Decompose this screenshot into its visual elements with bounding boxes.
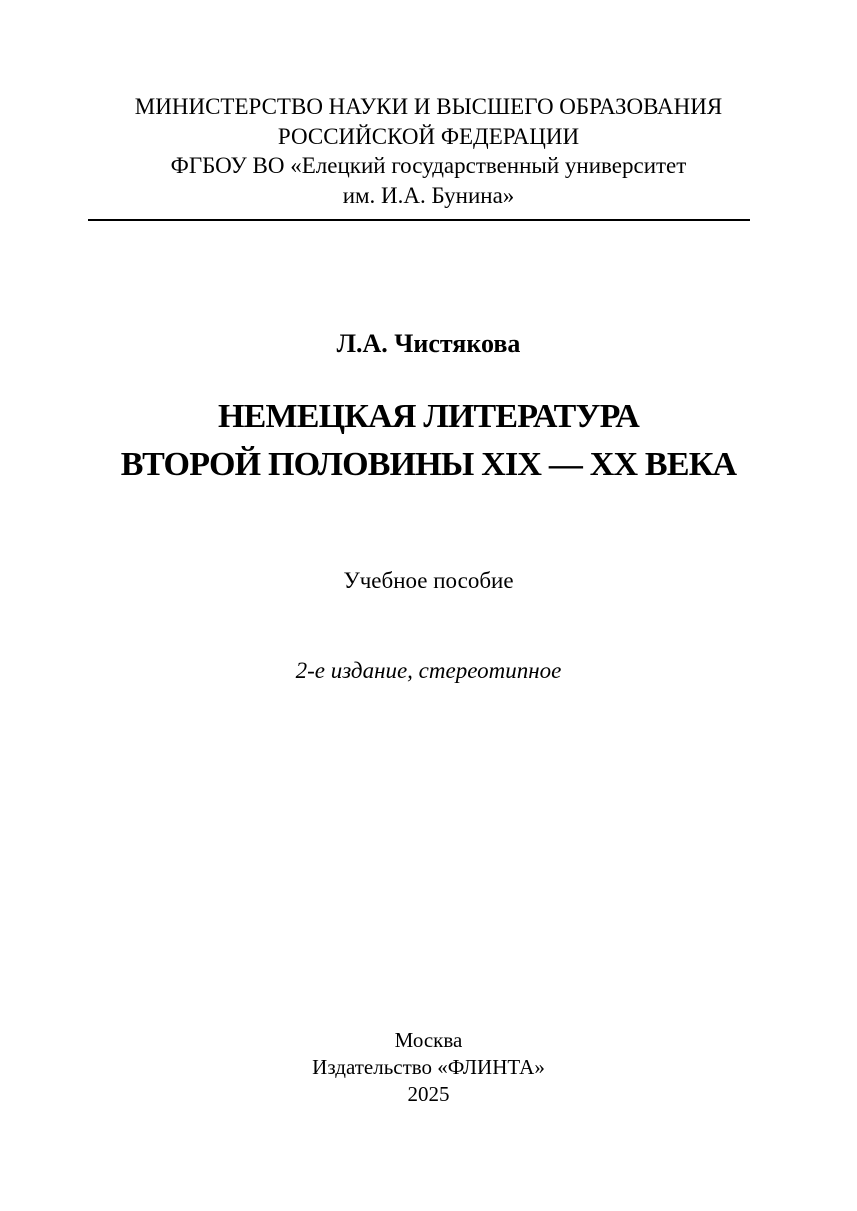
book-title-line-1: НЕМЕЦКАЯ ЛИТЕРАТУРА bbox=[217, 398, 640, 435]
federation-line: РОССИЙСКОЙ ФЕДЕРАЦИИ bbox=[277, 123, 580, 149]
author-name: Л.А. Чистякова bbox=[336, 329, 521, 358]
imprint-publisher: Издательство «ФЛИНТА» bbox=[312, 1055, 545, 1079]
edition-note: 2-е издание, стереотипное bbox=[295, 658, 562, 683]
institution-header bbox=[0, 92, 857, 210]
book-type: Учебное пособие bbox=[343, 568, 514, 593]
imprint-year: 2025 bbox=[407, 1082, 450, 1106]
book-title-line-2: ВТОРОЙ ПОЛОВИНЫ XIX — XX ВЕКА bbox=[120, 446, 737, 483]
imprint bbox=[0, 1027, 857, 1108]
header-divider bbox=[88, 219, 750, 221]
book-title bbox=[0, 393, 857, 489]
university-name-line: им. И.А. Бунина» bbox=[342, 182, 515, 208]
imprint-city: Москва bbox=[394, 1028, 463, 1052]
university-line: ФГБОУ ВО «Елецкий государственный университет bbox=[170, 153, 687, 178]
ministry-line: МИНИСТЕРСТВО НАУКИ И ВЫСШЕГО ОБРАЗОВАНИЯ bbox=[134, 94, 723, 119]
